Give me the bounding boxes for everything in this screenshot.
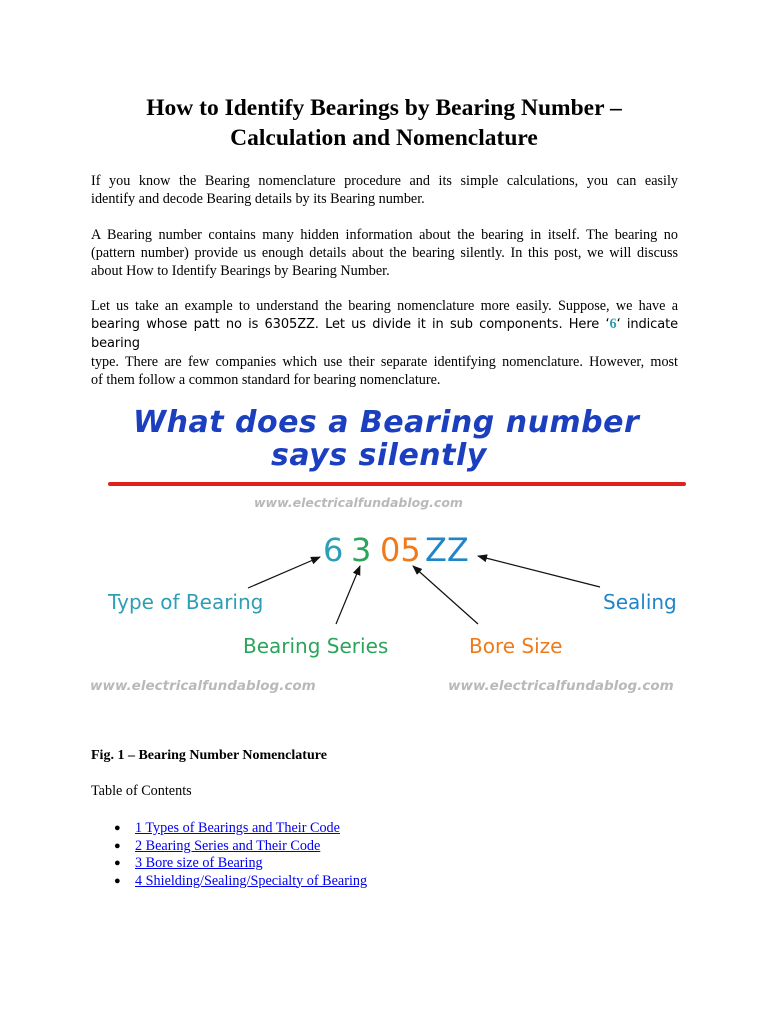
arrow-sealing [478,556,600,587]
text-line: about How to Identify Bearings by Bearing Number. [91,263,390,279]
text-line [91,315,678,353]
text-line: If you know the Bearing nomenclature procedure and its simple calculations, you can easily [91,173,678,189]
text-line: A Bearing number contains many hidden information about the bearing in itself. The bearing no [91,227,678,243]
arrow-series [336,566,360,624]
text-line: Let us take an example to understand the bearing nomenclature more easily. Suppose, we have a [91,298,678,314]
watermark-bottom-right: www.electricalfundablog.com [448,678,674,694]
toc-link-bore-size[interactable]: 3 Bore size of Bearing [135,855,263,871]
code-type-digit: 6 [323,531,344,569]
bearing-number-figure [88,396,708,701]
title-line-2: Calculation and Nomenclature [230,125,538,151]
pattern-number-text: bearing whose patt no is 6305ZZ. Let us divide it in sub components. Here ‘ [91,317,610,332]
text-line: type. There are few companies which use their separate identifying nomenclature. However, most [91,354,678,370]
code-bore-digits: 05 [380,531,421,569]
pattern-number-text: ‘ indicate bearing [91,317,678,351]
arrow-bore [413,566,478,624]
text-line: (pattern number) provide us enough details about the bearing silently. In this post, we will discuss [91,245,678,261]
watermark-bottom-left: www.electricalfundablog.com [90,678,316,694]
code-series-digit: 3 [351,531,372,569]
watermark-top: www.electricalfundablog.com [254,495,463,510]
intro-paragraph [91,172,678,208]
bullet-icon: ● [114,857,121,869]
title-line-1: How to Identify Bearings by Bearing Number – [146,95,622,121]
bullet-icon: ● [114,839,121,852]
text-line: of them follow a common standard for bearing nomenclature. [91,372,441,388]
arrow-type [248,557,320,588]
toc-link-bearing-series[interactable]: 2 Bearing Series and Their Code [135,837,321,854]
label-bore-size: Bore Size [469,634,563,658]
label-sealing: Sealing [603,590,677,614]
figure-heading-line-1: What does a Bearing number [133,405,640,440]
example-paragraph [91,297,678,389]
label-bearing-series: Bearing Series [243,634,389,658]
highlighted-digit: 6 [609,316,617,332]
bullet-icon: ● [114,822,121,834]
figure-heading-line-2: says silently [271,438,487,473]
text-line: identify and decode Bearing details by its Bearing number. [91,191,425,207]
label-type-of-bearing: Type of Bearing [108,590,264,614]
code-sealing-letters: ZZ [425,531,469,569]
bullet-icon: ● [114,874,121,887]
toc-title: Table of Contents [91,783,192,799]
toc-link-types-of-bearings[interactable]: 1 Types of Bearings and Their Code [135,820,340,836]
toc-link-shielding-sealing[interactable]: 4 Shielding/Sealing/Specialty of Bearing [135,872,368,889]
page-title [60,93,708,153]
figure-caption: Fig. 1 – Bearing Number Nomenclature [91,748,327,763]
hidden-info-paragraph [91,226,678,280]
